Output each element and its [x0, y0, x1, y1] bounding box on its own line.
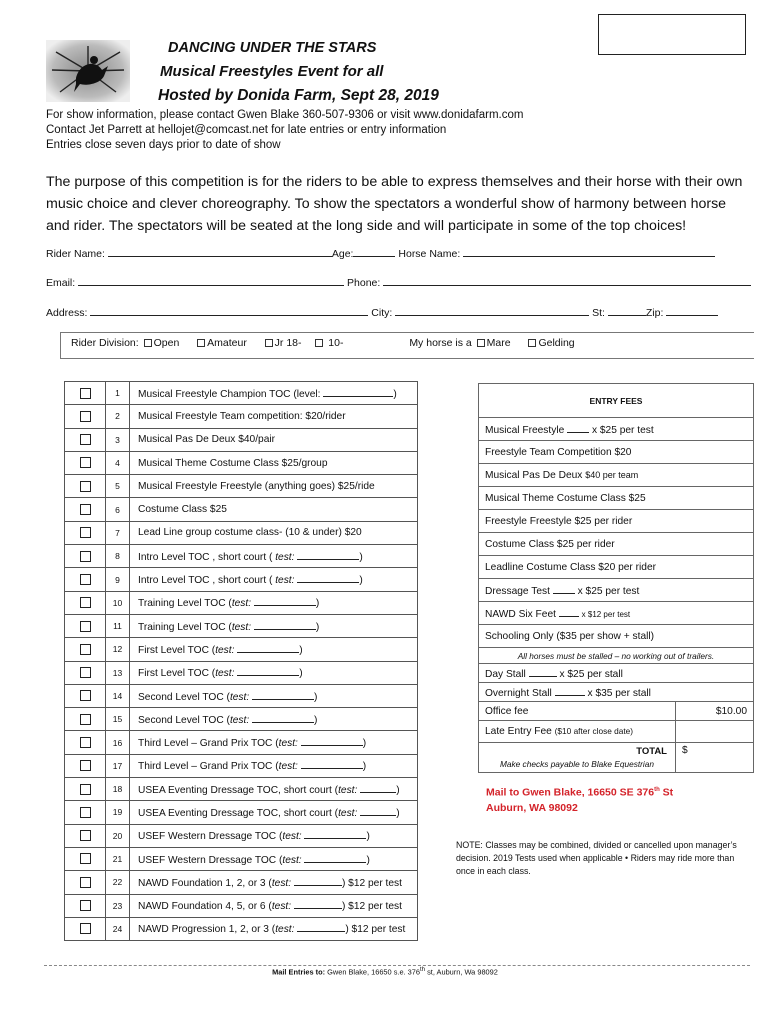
- fee-late-entry: [479, 721, 676, 743]
- class-test-label: test:: [215, 668, 235, 680]
- class-checkbox[interactable]: [80, 877, 91, 888]
- fee-dressage-test-qty[interactable]: [553, 584, 575, 594]
- class-checkbox[interactable]: [80, 597, 91, 608]
- event-subtitle: Musical Freestyles Event for all: [160, 63, 384, 80]
- class-test-label: test:: [275, 575, 295, 587]
- mail-line-1-text: Mail to Gwen Blake, 16650 SE 376: [486, 786, 655, 799]
- zip-field[interactable]: [666, 305, 718, 316]
- table-row: [65, 684, 418, 707]
- class-test-label: test:: [278, 738, 298, 750]
- class-name: Musical Freestyle Team competition: $20/rider: [138, 410, 346, 422]
- event-host: Hosted by Donida Farm, Sept 28, 2019: [158, 87, 439, 104]
- footer-mail-entries: [0, 967, 770, 976]
- class-test-label: test:: [282, 831, 302, 843]
- class-description: [130, 498, 418, 521]
- class-test-field[interactable]: [301, 736, 363, 746]
- class-number: 17: [106, 754, 130, 777]
- class-test-field[interactable]: [297, 573, 359, 583]
- footer-address: Gwen Blake, 16650 s.e. 376: [325, 967, 421, 977]
- class-suffix: ): [366, 831, 370, 843]
- class-checkbox[interactable]: [80, 481, 91, 492]
- mail-line-1-tail: St: [659, 786, 674, 799]
- table-row: [65, 405, 418, 428]
- class-description: [130, 801, 418, 824]
- class-description: [130, 661, 418, 684]
- class-description: [130, 591, 418, 614]
- class-checkbox-cell: [65, 778, 106, 801]
- total-currency: $: [682, 745, 688, 756]
- division-label: Rider Division:: [71, 337, 139, 349]
- mail-line-1-sup: th: [654, 787, 660, 793]
- class-test-field[interactable]: [294, 876, 342, 886]
- class-number: 4: [106, 451, 130, 474]
- table-row: [65, 801, 418, 824]
- email-label: Email:: [46, 277, 76, 289]
- contact-info: For show information, please contact Gwen Blake 360-507-9306 or visit www.donidafarm.com: [46, 109, 524, 121]
- table-row: [65, 917, 418, 940]
- fee-office-amount: $10.00: [676, 702, 754, 721]
- class-suffix: ): [315, 598, 320, 610]
- class-suffix: ): [393, 388, 397, 400]
- class-checkbox[interactable]: [80, 457, 91, 468]
- mail-to-address: [486, 783, 673, 816]
- fee-freestyle-freestyle: Freestyle Freestyle $25 per rider: [479, 510, 754, 533]
- class-checkbox[interactable]: [80, 737, 91, 748]
- class-suffix: ): [299, 668, 303, 680]
- mare-label: Mare: [486, 337, 511, 349]
- class-number: 9: [106, 568, 130, 591]
- age-label: Age:: [331, 248, 354, 260]
- class-test-label: test:: [215, 644, 235, 656]
- entry-deadline: Entries close seven days prior to date of show: [46, 139, 281, 151]
- class-suffix: ): [314, 691, 318, 703]
- horse-name-field[interactable]: [463, 246, 715, 257]
- class-description: [130, 778, 418, 801]
- class-checkbox-cell: [65, 894, 106, 917]
- total-row: [479, 743, 676, 773]
- class-number: 11: [106, 614, 130, 637]
- fee-musical-freestyle-rate: x $25 per test: [591, 424, 654, 436]
- class-suffix: ): [362, 738, 367, 750]
- fee-musical-freestyle-label: Musical Freestyle: [485, 424, 565, 436]
- table-row: [65, 754, 418, 777]
- class-checkbox-cell: [65, 754, 106, 777]
- gelding-checkbox[interactable]: [528, 339, 536, 347]
- class-number: 3: [106, 428, 130, 451]
- class-name: Training Level TOC (: [138, 598, 232, 610]
- class-checkbox[interactable]: [80, 388, 91, 399]
- fee-pas-de-deux-label: Musical Pas De Deux: [485, 469, 586, 481]
- class-number: 20: [106, 824, 130, 847]
- class-name: Musical Freestyle Freestyle (anything goes) $25/ride: [138, 480, 375, 492]
- class-description: [130, 545, 418, 568]
- class-checkbox[interactable]: [80, 853, 91, 864]
- class-test-label: test:: [231, 621, 252, 633]
- class-test-field[interactable]: [252, 713, 314, 723]
- fee-overnight-stall-qty[interactable]: [555, 686, 585, 696]
- class-number: 8: [106, 545, 130, 568]
- class-test-field[interactable]: [297, 922, 345, 932]
- class-test-field[interactable]: [304, 853, 366, 863]
- class-test-field[interactable]: [254, 596, 316, 606]
- class-description: [130, 405, 418, 428]
- fee-pas-de-deux: [479, 464, 754, 487]
- checks-payable: Make checks payable to Blake Equestrian: [499, 758, 655, 769]
- class-test-field[interactable]: [297, 550, 359, 560]
- class-test-label: test:: [231, 598, 252, 610]
- class-name: Third Level – Grand Prix TOC (: [138, 738, 279, 750]
- class-name: NAWD Foundation 1, 2, or 3 (: [138, 877, 272, 889]
- address-row: [46, 305, 718, 319]
- table-row: [65, 824, 418, 847]
- class-suffix: ): [359, 575, 363, 587]
- office-use-box: [598, 14, 746, 55]
- class-test-label: test:: [229, 691, 250, 703]
- class-name: USEA Eventing Dressage TOC, short court (: [138, 807, 339, 819]
- class-checkbox-cell: [65, 801, 106, 824]
- fee-overnight-stall: [479, 683, 754, 702]
- class-number: 23: [106, 894, 130, 917]
- fee-leadline: Leadline Costume Class $20 per rider: [479, 556, 754, 579]
- class-number: 2: [106, 405, 130, 428]
- class-name: USEA Eventing Dressage TOC, short court (: [138, 784, 339, 796]
- footer-sup: th: [420, 967, 426, 973]
- class-name: NAWD Progression 1, 2, or 3 (: [138, 924, 276, 936]
- division-open-label: Open: [153, 337, 180, 349]
- class-test-label: test:: [271, 877, 292, 889]
- fee-day-stall-rate: x $25 per stall: [559, 668, 623, 680]
- late-entry-contact: Contact Jet Parrett at hellojet@comcast.net for late entries or entry information: [46, 124, 447, 136]
- fee-dressage-test-rate: x $25 per test: [577, 585, 640, 597]
- class-checkbox-cell: [65, 824, 106, 847]
- fee-overnight-stall-label: Overnight Stall: [485, 687, 552, 699]
- class-test-field[interactable]: [254, 620, 316, 630]
- class-checkbox[interactable]: [80, 644, 91, 655]
- table-row: [65, 428, 418, 451]
- table-row: [65, 778, 418, 801]
- class-name: USEF Western Dressage TOC (: [138, 854, 283, 866]
- class-number: 6: [106, 498, 130, 521]
- class-name: Musical Theme Costume Class $25/group: [138, 457, 328, 469]
- total-label: TOTAL: [636, 745, 667, 757]
- class-checkbox-cell: [65, 614, 106, 637]
- class-test-field[interactable]: [323, 387, 393, 397]
- rider-name-row: [46, 246, 715, 260]
- class-name: First Level TOC (: [138, 644, 216, 656]
- class-checkbox[interactable]: [80, 900, 91, 911]
- division-jr-label: Jr 18-: [274, 337, 302, 349]
- table-row: [65, 638, 418, 661]
- class-description: [130, 568, 418, 591]
- class-test-label: test:: [271, 901, 292, 913]
- class-name: Second Level TOC (: [138, 714, 230, 726]
- class-test-label: test:: [278, 761, 298, 773]
- fee-nawd-qty[interactable]: [559, 607, 579, 617]
- fee-day-stall-qty[interactable]: [529, 667, 557, 677]
- class-name: Third Level – Grand Prix TOC (: [138, 761, 279, 773]
- city-label: City:: [371, 307, 393, 319]
- class-number: 19: [106, 801, 130, 824]
- entry-fees-heading: ENTRY FEES: [479, 384, 754, 418]
- table-row: [65, 498, 418, 521]
- table-row: [65, 521, 418, 544]
- mail-line-1: [486, 783, 673, 801]
- mail-line-2: Auburn, WA 98092: [486, 801, 578, 814]
- phone-field[interactable]: [383, 275, 751, 286]
- class-checkbox-cell: [65, 591, 106, 614]
- fee-musical-freestyle-qty[interactable]: [567, 423, 589, 433]
- horse-name-label: Horse Name:: [398, 248, 461, 260]
- total-amount[interactable]: [676, 743, 754, 773]
- class-checkbox-cell: [65, 545, 106, 568]
- class-suffix: ) $12 per test: [341, 877, 402, 889]
- class-description: [130, 708, 418, 731]
- class-test-field[interactable]: [304, 829, 366, 839]
- class-number: 12: [106, 638, 130, 661]
- horse-sex-label: My horse is a: [409, 337, 472, 349]
- class-test-label: test:: [275, 551, 295, 563]
- class-checkbox[interactable]: [80, 923, 91, 934]
- table-row: [65, 708, 418, 731]
- class-checkbox-cell: [65, 498, 106, 521]
- fee-nawd-rate: x $12 per test: [581, 609, 631, 619]
- fee-costume: Costume Class $25 per rider: [479, 533, 754, 556]
- class-test-field[interactable]: [252, 690, 314, 700]
- fee-dressage-test: [479, 579, 754, 602]
- fee-late-entry-label: Late Entry Fee: [485, 726, 555, 737]
- fee-late-entry-rate: ($10 after close date): [554, 726, 634, 736]
- table-row: [65, 871, 418, 894]
- state-field[interactable]: [608, 305, 646, 316]
- fee-late-amount[interactable]: [676, 721, 754, 743]
- footer-address-tail: st, Auburn, Wa 98092: [425, 967, 498, 977]
- class-checkbox-cell: [65, 684, 106, 707]
- class-number: 7: [106, 521, 130, 544]
- class-checkbox[interactable]: [80, 504, 91, 515]
- class-description: [130, 521, 418, 544]
- class-test-field[interactable]: [237, 666, 299, 676]
- class-name: Musical Freestyle Champion TOC (level:: [138, 388, 324, 400]
- class-checkbox-cell: [65, 847, 106, 870]
- rider-division-box: [60, 332, 754, 359]
- fee-team: Freestyle Team Competition $20: [479, 441, 754, 464]
- entry-fees-table: [478, 383, 754, 773]
- class-test-field[interactable]: [360, 806, 396, 816]
- class-suffix: ): [315, 621, 320, 633]
- class-description: [130, 871, 418, 894]
- class-description: [130, 451, 418, 474]
- class-name: USEF Western Dressage TOC (: [138, 831, 283, 843]
- class-number: 21: [106, 847, 130, 870]
- class-checkbox[interactable]: [80, 551, 91, 562]
- rider-name-field[interactable]: [108, 246, 332, 257]
- class-checkbox[interactable]: [80, 760, 91, 771]
- class-name: Second Level TOC (: [138, 691, 230, 703]
- classes-note: NOTE: Classes may be combined, divided or cancelled upon manager’s decision. 2019 Tests used when applicable • Riders may ride more than once in each class.: [456, 840, 737, 876]
- gelding-label: Gelding: [538, 337, 575, 349]
- table-row: [65, 475, 418, 498]
- class-test-field[interactable]: [237, 643, 299, 653]
- class-number: 22: [106, 871, 130, 894]
- table-row: [65, 451, 418, 474]
- class-name: Lead Line group costume class- (10 & under) $20: [138, 527, 362, 539]
- class-name: Musical Pas De Deux $40/pair: [138, 434, 276, 446]
- class-test-label: test:: [229, 714, 250, 726]
- class-number: 10: [106, 591, 130, 614]
- table-row: [65, 731, 418, 754]
- class-test-field[interactable]: [301, 759, 363, 769]
- age-field[interactable]: [353, 246, 395, 257]
- fee-dressage-test-label: Dressage Test: [485, 585, 550, 597]
- table-row: [65, 545, 418, 568]
- class-description: [130, 847, 418, 870]
- class-checkbox[interactable]: [80, 574, 91, 585]
- class-checkbox-cell: [65, 638, 106, 661]
- table-row: [65, 382, 418, 405]
- fee-overnight-stall-rate: x $35 per stall: [587, 687, 651, 699]
- class-checkbox[interactable]: [80, 621, 91, 632]
- class-number: 16: [106, 731, 130, 754]
- stall-note: All horses must be stalled – no working out of trailers.: [479, 648, 754, 664]
- class-number: 1: [106, 382, 130, 405]
- zip-label: Zip:: [645, 307, 664, 319]
- class-suffix: ): [366, 854, 370, 866]
- class-description: [130, 917, 418, 940]
- classes-table: [64, 381, 418, 941]
- rider-name-label: Rider Name:: [46, 248, 105, 260]
- class-test-field[interactable]: [294, 899, 342, 909]
- class-checkbox-cell: [65, 708, 106, 731]
- class-description: [130, 824, 418, 847]
- class-description: [130, 894, 418, 917]
- mare-checkbox[interactable]: [477, 339, 485, 347]
- email-row: [46, 275, 751, 289]
- class-number: 14: [106, 684, 130, 707]
- class-checkbox-cell: [65, 405, 106, 428]
- class-name: Intro Level TOC , short court (: [138, 575, 276, 587]
- fee-schooling: Schooling Only ($35 per show + stall): [479, 625, 754, 648]
- class-checkbox-cell: [65, 568, 106, 591]
- fee-theme: Musical Theme Costume Class $25: [479, 487, 754, 510]
- class-checkbox-cell: [65, 917, 106, 940]
- class-name: First Level TOC (: [138, 668, 216, 680]
- state-label: St:: [592, 307, 605, 319]
- class-test-field[interactable]: [360, 783, 396, 793]
- class-name: NAWD Foundation 4, 5, or 6 (: [138, 901, 272, 913]
- table-row: [65, 591, 418, 614]
- fee-day-stall: [479, 664, 754, 683]
- class-checkbox-cell: [65, 731, 106, 754]
- class-suffix: ): [396, 807, 400, 819]
- class-description: [130, 638, 418, 661]
- division-10-checkbox[interactable]: [315, 339, 323, 347]
- fee-day-stall-label: Day Stall: [485, 668, 526, 680]
- class-description: [130, 475, 418, 498]
- class-checkbox-cell: [65, 871, 106, 894]
- email-field[interactable]: [78, 275, 344, 286]
- event-title: DANCING UNDER THE STARS: [168, 40, 377, 56]
- class-checkbox[interactable]: [80, 434, 91, 445]
- class-checkbox-cell: [65, 661, 106, 684]
- class-description: [130, 428, 418, 451]
- class-checkbox[interactable]: [80, 527, 91, 538]
- division-amateur-checkbox[interactable]: [197, 339, 205, 347]
- class-checkbox-cell: [65, 475, 106, 498]
- class-description: [130, 382, 418, 405]
- class-test-label: test:: [338, 807, 358, 819]
- table-row: [65, 894, 418, 917]
- table-row: [65, 614, 418, 637]
- class-suffix: ): [362, 761, 367, 773]
- footer-divider: [44, 965, 750, 966]
- table-row: [65, 568, 418, 591]
- class-number: 24: [106, 917, 130, 940]
- class-test-label: test:: [275, 924, 295, 936]
- address-field[interactable]: [90, 305, 368, 316]
- class-suffix: ) $12 per test: [345, 924, 406, 936]
- class-name: Costume Class $25: [138, 504, 227, 516]
- class-number: 18: [106, 778, 130, 801]
- class-checkbox[interactable]: [80, 784, 91, 795]
- class-checkbox[interactable]: [80, 714, 91, 725]
- fee-pas-de-deux-rate: $40 per team: [585, 469, 639, 480]
- class-checkbox[interactable]: [80, 830, 91, 841]
- class-description: [130, 684, 418, 707]
- division-open-checkbox[interactable]: [144, 339, 152, 347]
- division-amateur-label: Amateur: [207, 337, 247, 349]
- address-label: Address:: [46, 307, 88, 319]
- footer-label: Mail Entries to:: [272, 967, 326, 977]
- class-checkbox[interactable]: [80, 690, 91, 701]
- class-checkbox-cell: [65, 382, 106, 405]
- class-number: 5: [106, 475, 130, 498]
- fee-musical-freestyle: [479, 418, 754, 441]
- class-test-label: test:: [282, 854, 302, 866]
- class-suffix: ) $12 per test: [341, 901, 402, 913]
- class-suffix: ): [396, 784, 400, 796]
- city-field[interactable]: [395, 305, 589, 316]
- division-jr-checkbox[interactable]: [265, 339, 273, 347]
- class-checkbox-cell: [65, 451, 106, 474]
- purpose-statement: The purpose of this competition is for the riders to be able to express themselves and their horse with their own music choice and clever choreography. To show the spectators a wonderful show of harmony between horse and rider. The spectators will be seated at the long side and will participate in some of the top choices!: [46, 174, 743, 234]
- phone-label: Phone:: [347, 277, 381, 289]
- table-row: [65, 661, 418, 684]
- table-row: [65, 847, 418, 870]
- class-name: Intro Level TOC , short court (: [138, 551, 276, 563]
- class-description: [130, 754, 418, 777]
- class-suffix: ): [314, 714, 318, 726]
- class-checkbox-cell: [65, 428, 106, 451]
- class-description: [130, 614, 418, 637]
- class-suffix: ): [359, 551, 363, 563]
- farm-logo: [46, 40, 130, 102]
- class-name: Training Level TOC (: [138, 621, 232, 633]
- fee-nawd-label: NAWD Six Feet: [485, 608, 556, 620]
- class-description: [130, 731, 418, 754]
- class-suffix: ): [299, 644, 303, 656]
- class-checkbox[interactable]: [80, 807, 91, 818]
- class-number: 15: [106, 708, 130, 731]
- fee-office: Office fee: [479, 702, 676, 721]
- class-checkbox-cell: [65, 521, 106, 544]
- division-10-label: 10-: [328, 337, 344, 349]
- class-test-label: test:: [338, 784, 358, 796]
- class-checkbox[interactable]: [80, 667, 91, 678]
- class-checkbox[interactable]: [80, 411, 91, 422]
- fee-nawd: [479, 602, 754, 625]
- class-number: 13: [106, 661, 130, 684]
